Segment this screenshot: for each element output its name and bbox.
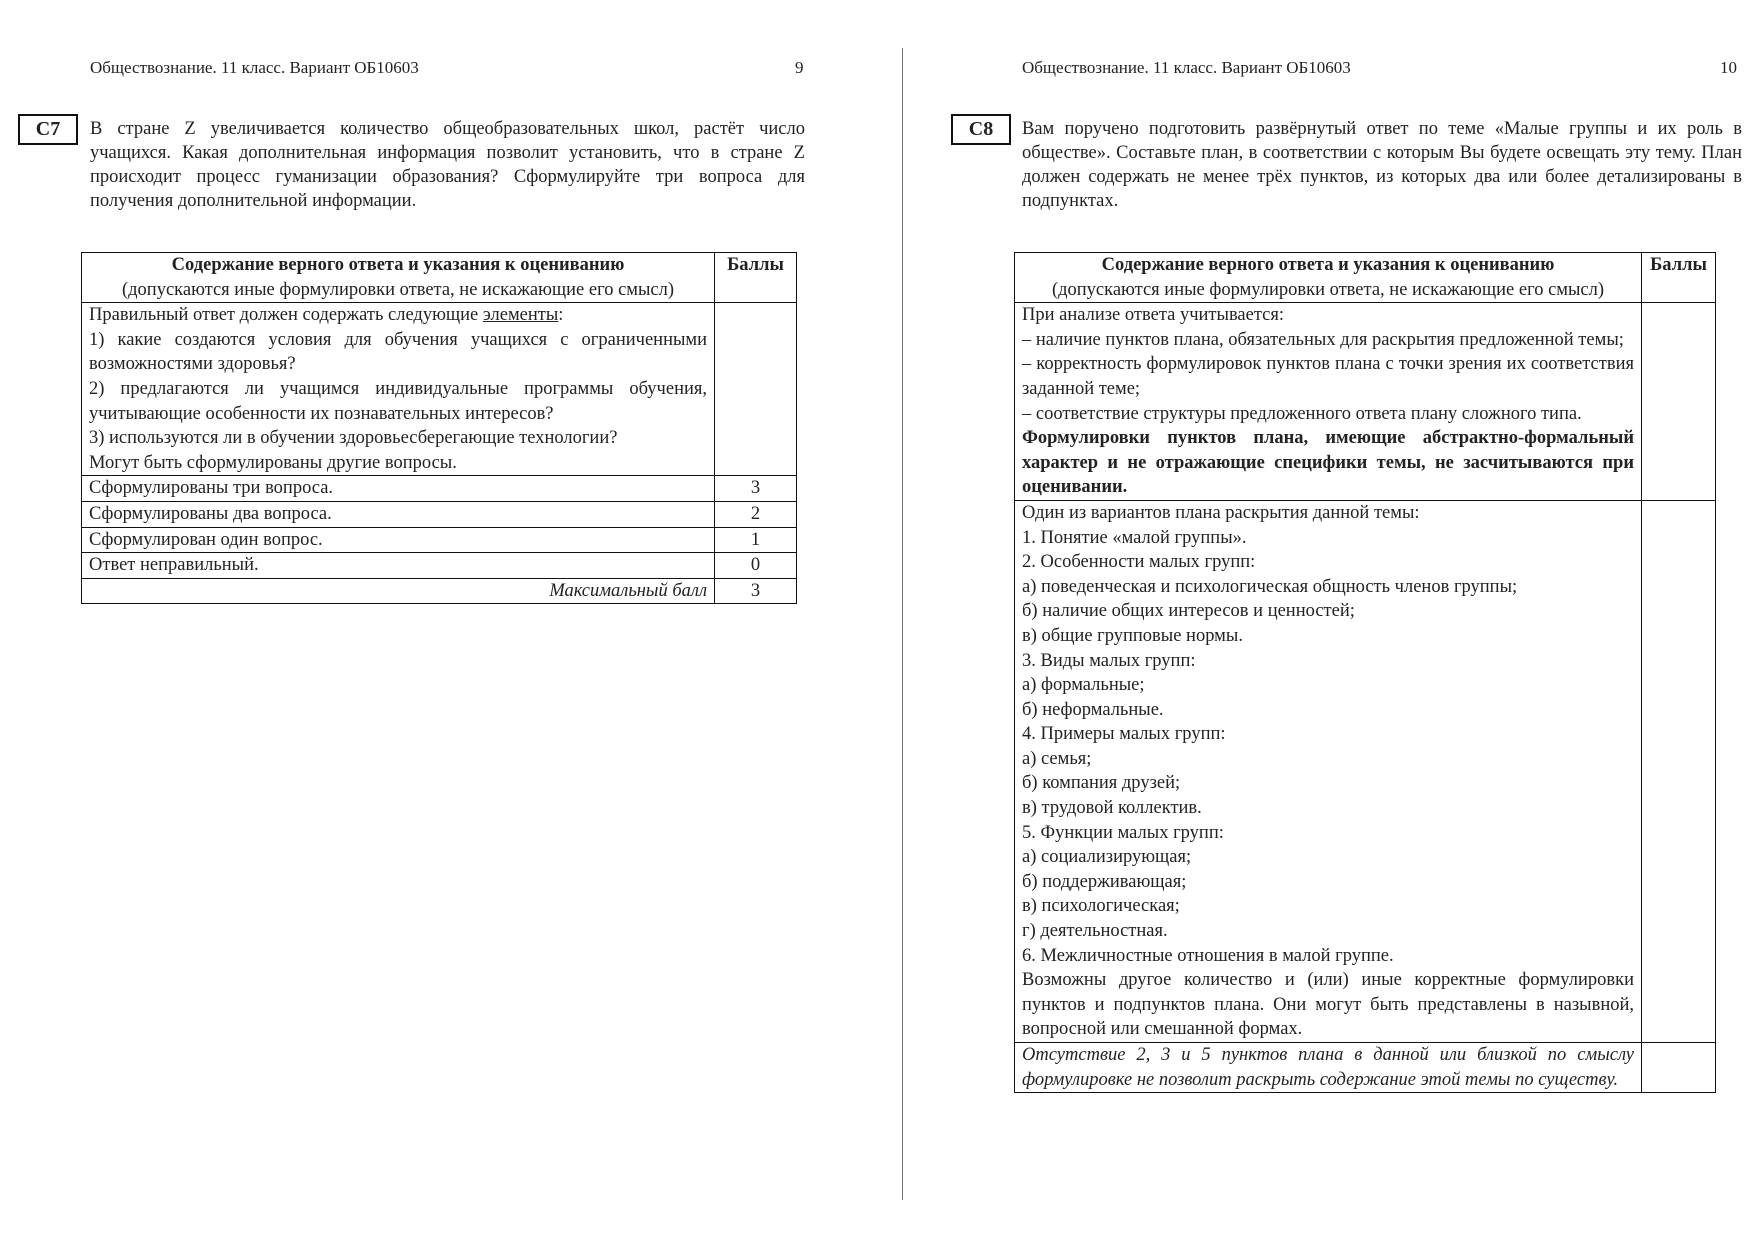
max-score-value: 3 — [715, 578, 797, 604]
table-header-content — [1015, 253, 1642, 303]
plan-content — [1015, 500, 1642, 1042]
plan-line: 4. Примеры малых групп: — [1022, 724, 1226, 745]
question-text: В стране Z увеличивается количество общеобразовательных школ, растёт число учащихся. Какая дополнительная информация позволит установить, что в стране Z происходит процесс гуманизации образования? Сформулируйте три вопроса для получения дополнительной информации. — [90, 119, 805, 211]
plan-line: 1. Понятие «малой группы». — [1022, 527, 1247, 548]
plan-line: в) трудовой коллектив. — [1022, 798, 1202, 819]
table-header-row — [82, 253, 797, 303]
plan-line: а) формальные; — [1022, 675, 1145, 696]
analysis-intro: При анализе ответа учитывается: — [1022, 305, 1285, 326]
scoring-table — [81, 252, 797, 604]
criteria-row — [82, 476, 797, 502]
closing-row — [1015, 1043, 1716, 1093]
answer-content — [82, 303, 715, 476]
plan-line: 3. Виды малых групп: — [1022, 650, 1196, 671]
header-title: Содержание верного ответа и указания к оцениванию — [171, 255, 625, 275]
analysis-bold-note: Формулировки пунктов плана, имеющие абстрактно-формальный характер и не отражающие специфики темы, не засчитываются при оценивании. — [1022, 428, 1634, 498]
plan-line: а) поведенческая и психологическая общность членов группы; — [1022, 576, 1518, 597]
criteria-row — [82, 553, 797, 579]
question-text: Вам поручено подготовить развёрнутый ответ по теме «Малые группы и их роль в обществе». Составьте план, в соответствии с которым Вы будете освещать эту тему. План должен содержать не менее трёх пунктов, из которых два или более детализированы в подпунктах. — [1022, 119, 1742, 211]
answer-item: 2) предлагаются ли учащимся индивидуальные программы обучения, учитывающие особенности их познавательных интересов? — [89, 378, 708, 424]
plan-line: а) семья; — [1022, 748, 1092, 769]
question-label: С8 — [951, 114, 1011, 145]
page-header: Обществознание. 11 класс. Вариант ОБ10603 — [1022, 58, 1351, 77]
criteria-text: Ответ неправильный. — [82, 553, 715, 579]
max-score-label: Максимальный балл — [82, 578, 715, 604]
right-page — [903, 0, 1754, 1239]
analysis-score-cell — [1642, 303, 1716, 501]
criteria-score: 3 — [715, 476, 797, 502]
closing-score-cell — [1642, 1043, 1716, 1093]
plan-line: в) общие групповые нормы. — [1022, 625, 1243, 646]
plan-row — [1015, 500, 1716, 1042]
page-number: 9 — [795, 58, 804, 77]
plan-line: а) социализирующая; — [1022, 847, 1192, 868]
plan-line: б) поддерживающая; — [1022, 871, 1187, 892]
question-label: С7 — [18, 114, 78, 145]
header-note: (допускаются иные формулировки ответа, не искажающие его смысл) — [121, 279, 675, 300]
plan-line: 2. Особенности малых групп: — [1022, 552, 1256, 573]
page-number: 10 — [1720, 58, 1737, 77]
criteria-text: Сформулированы два вопроса. — [82, 501, 715, 527]
criteria-text: Сформулирован один вопрос. — [82, 527, 715, 553]
criteria-score: 2 — [715, 501, 797, 527]
plan-line: в) психологическая; — [1022, 896, 1180, 917]
table-header-content — [82, 253, 715, 303]
answer-note: Могут быть сформулированы другие вопросы. — [89, 452, 457, 473]
plan-line: 5. Функции малых групп: — [1022, 822, 1224, 843]
scoring-table — [1014, 252, 1716, 1093]
answer-score-cell — [715, 303, 797, 476]
criteria-text: Сформулированы три вопроса. — [82, 476, 715, 502]
answer-item: 3) используются ли в обучении здоровьесберегающие технологии? — [89, 428, 618, 449]
plan-line: 6. Межличностные отношения в малой группе. — [1022, 945, 1394, 966]
max-score-row — [82, 578, 797, 604]
header-title: Содержание верного ответа и указания к оцениванию — [1101, 255, 1555, 275]
analysis-item: – соответствие структуры предложенного ответа плану сложного типа. — [1022, 403, 1582, 424]
criteria-row — [82, 501, 797, 527]
criteria-score: 1 — [715, 527, 797, 553]
plan-line: г) деятельностная. — [1022, 921, 1168, 942]
plan-intro: Один из вариантов плана раскрытия данной темы: — [1022, 502, 1420, 523]
table-header-score: Баллы — [715, 253, 797, 303]
analysis-item: – наличие пунктов плана, обязательных для раскрытия предложенной темы; — [1022, 329, 1624, 350]
header-note: (допускаются иные формулировки ответа, не искажающие его смысл) — [1051, 279, 1605, 300]
answer-intro: Правильный ответ должен содержать следующие элементы: — [89, 305, 564, 326]
criteria-row — [82, 527, 797, 553]
analysis-content — [1015, 303, 1642, 501]
plan-line: б) компания друзей; — [1022, 773, 1181, 794]
plan-line: б) неформальные. — [1022, 699, 1164, 720]
analysis-item: – корректность формулировок пунктов плана с точки зрения их соответствия заданной теме; — [1022, 354, 1634, 399]
plan-score-cell — [1642, 500, 1716, 1042]
page-header: Обществознание. 11 класс. Вариант ОБ10603 — [90, 58, 419, 77]
answer-item: 1) какие создаются условия для обучения учащихся с ограниченными возможностями здоровья? — [89, 329, 708, 375]
criteria-score: 0 — [715, 553, 797, 579]
plan-line: б) наличие общих интересов и ценностей; — [1022, 601, 1355, 622]
plan-note: Возможны другое количество и (или) иные корректные формулировки пунктов и подпунктов плана. Они могут быть представлены в назывной, вопросной или смешанной формах. — [1022, 970, 1634, 1040]
table-header-score: Баллы — [1642, 253, 1716, 303]
analysis-row — [1015, 303, 1716, 501]
closing-note: Отсутствие 2, 3 и 5 пунктов плана в данной или близкой по смыслу формулировке не позволит раскрыть содержание этой темы по существу. — [1015, 1043, 1642, 1093]
table-header-row — [1015, 253, 1716, 303]
table-row — [82, 303, 797, 476]
